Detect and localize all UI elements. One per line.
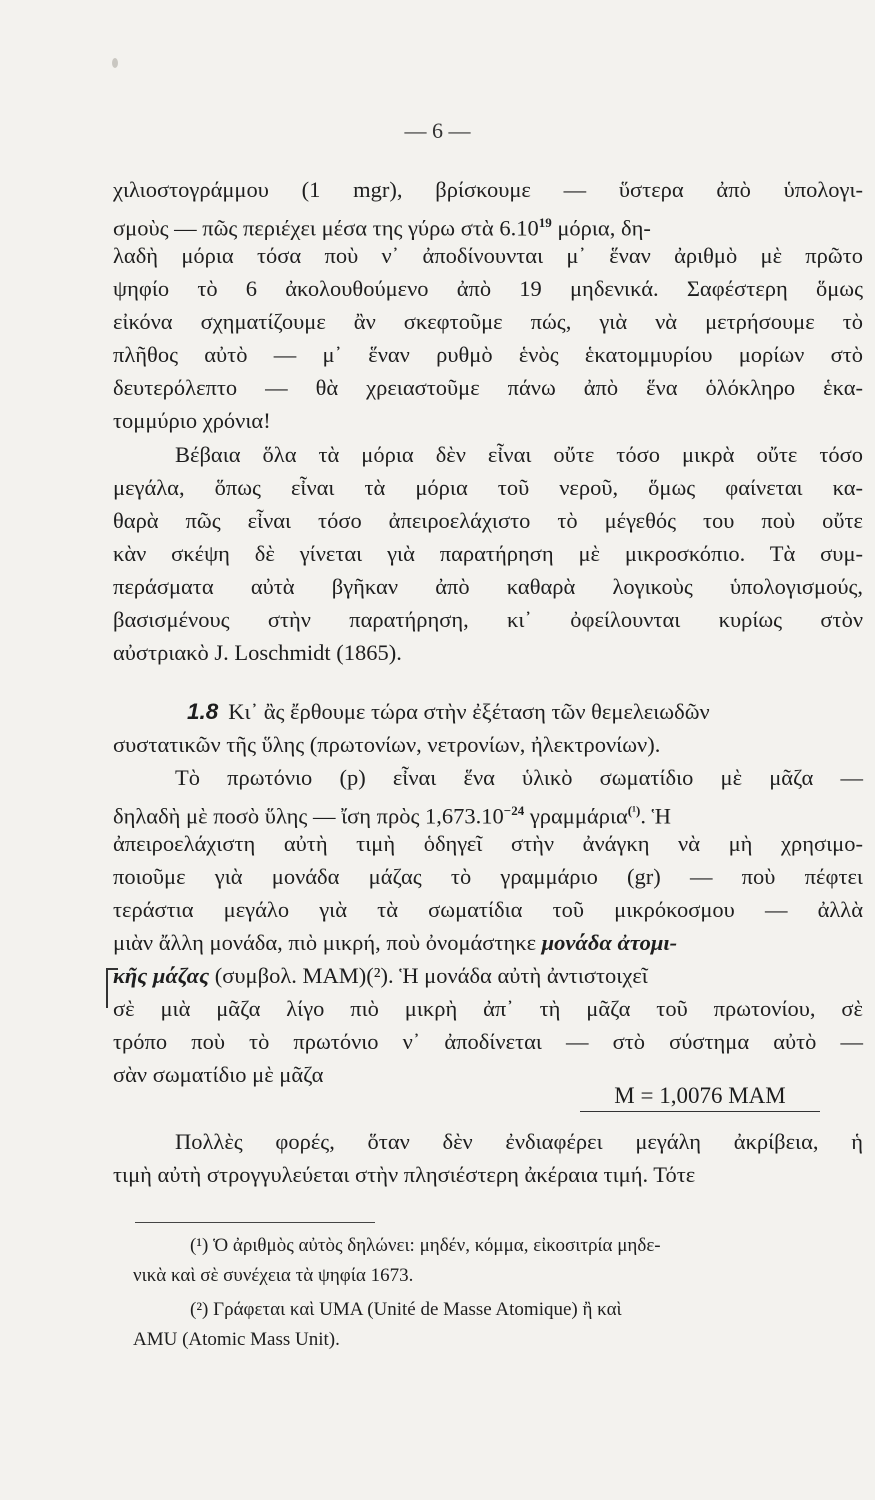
formula: M = 1,0076 ΜΑΜ — [580, 1083, 820, 1112]
text-line: ποιοῦμε γιὰ μονάδα μάζας τὸ γραμμάριο (gr) — ποὺ πέφτει — [113, 864, 863, 889]
text-line: μεγάλα, ὅπως εἶναι τὰ μόρια τοῦ νεροῦ, ὅμως φαίνεται κα- — [113, 475, 863, 500]
text-line: τρόπο ποὺ τὸ πρωτόνιο ν᾽ ἀποδίνεται — στὸ σύστημα αὐτὸ — — [113, 1029, 863, 1054]
smudge — [112, 58, 118, 68]
text-line: πλῆθος αὐτὸ — μ᾽ ἕναν ρυθμὸ ἑνὸς ἑκατομμυρίου μορίων στὸ — [113, 342, 863, 367]
bold-term: κῆς μάζας — [113, 963, 210, 988]
text-line: δευτερόλεπτο — θὰ χρειαστοῦμε πάνω ἀπὸ ἕνα ὁλόκληρο ἑκα- — [113, 375, 863, 400]
footnote-divider — [135, 1222, 375, 1223]
text-line: Βέβαια ὅλα τὰ μόρια δὲν εἶναι οὔτε τόσο μικρὰ οὔτε τόσο — [175, 442, 863, 467]
text-line: κὰν σκέψη δὲ γίνεται γιὰ παρατήρηση μὲ μικροσκόπιο. Τὰ συμ- — [113, 541, 863, 566]
bold-term: μονάδα ἀτομι- — [541, 930, 678, 955]
text-line: αὐστριακὸ J. Loschmidt (1865). — [113, 640, 402, 665]
footnote — [190, 1296, 863, 1324]
footnote-text: Ὁ ἀριθμὸς αὐτὸς δηλώνει: μηδέν, κόμμα, εἰκοσιτρία μηδε- — [213, 1235, 661, 1256]
text-line: σὲ μιὰ μᾶζα λίγο πιὸ μικρὴ ἀπ᾽ τὴ μᾶζα τοῦ πρωτονίου, σὲ — [113, 996, 863, 1021]
text-line: Πολλὲς φορές, ὅταν δὲν ἐνδιαφέρει μεγάλη ἀκρίβεια, ἡ — [175, 1129, 863, 1154]
text-line: εἰκόνα σχηματίζουμε ἂν σκεφτοῦμε πώς, γιὰ νὰ μετρήσουμε τὸ — [113, 309, 863, 334]
text-line-part: δηλαδὴ μὲ ποσὸ ὕλης — ἴση πρὸς 1,673.10 — [113, 803, 504, 829]
text-line: χιλιοστογράμμου (1 mgr), βρίσκουμε — ὕστερα ἀπὸ ὑπολογι- — [113, 177, 863, 202]
text-line: λαδὴ μόρια τόσα ποὺ ν᾽ ἀποδίνουνται μ᾽ ἕναν ἀριθμὸ μὲ πρῶτο — [113, 243, 863, 268]
page-number: — 6 — — [404, 118, 471, 143]
text-line — [113, 928, 863, 958]
text-line-part: μόρια, δη- — [557, 215, 651, 241]
text-line: Τὸ πρωτόνιο (p) εἶναι ἕνα ὑλικὸ σωματίδιο μὲ μᾶζα — — [175, 765, 863, 790]
text-line: τιμὴ αὐτὴ στρογγυλεύεται στὴν πλησιέστερη ἀκέραια τιμή. Τότε — [113, 1162, 696, 1187]
footnote — [190, 1232, 863, 1260]
footnote-cont: AMU (Atomic Mass Unit). — [133, 1329, 340, 1350]
footnote-mark: (¹) — [190, 1235, 209, 1256]
footnote-ref: (²) — [366, 963, 388, 988]
text-line: θαρὰ πῶς εἶναι τόσο ἀπειροελάχιστο τὸ μέγεθός του ποὺ οὔτε — [113, 508, 863, 533]
text-line-part: σμοὺς — πῶς περιέχει μέσα της γύρω στὰ 6.10 — [113, 215, 539, 241]
text-line-part: (συμβολ. ΜΑΜ) — [214, 963, 367, 988]
footnote-text: Γράφεται καὶ UMA (Unité de Masse Atomique) ἢ καὶ — [213, 1299, 622, 1320]
text-line-part: Κι᾽ ἂς ἔρθουμε τώρα στὴν ἐξέταση τῶν θεμελειωδῶν — [228, 699, 710, 724]
footnote-cont: νικὰ καὶ σὲ συνέχεια τὰ ψηφία 1673. — [133, 1265, 414, 1286]
footnote-ref: (¹) — [627, 803, 641, 818]
superscript: −24 — [503, 803, 525, 818]
text-line-part: . Ἡ μονάδα αὐτὴ ἀντιστοιχεῖ — [387, 963, 648, 988]
text-line: συστατικῶν τῆς ὕλης (πρωτονίων, νετρονίων, ἠλεκτρονίων). — [113, 732, 661, 757]
text-line: τομμύριο χρόνια! — [113, 408, 271, 433]
text-line-part: μιὰν ἄλλη μονάδα, πιὸ μικρή, ποὺ ὀνομάστηκε — [113, 930, 537, 955]
superscript: 19 — [538, 215, 552, 230]
text-line — [187, 697, 863, 727]
text-line — [113, 796, 863, 832]
text-line: τεράστια μεγάλο γιὰ τὰ σωματίδια τοῦ μικρόκοσμου — ἀλλὰ — [113, 897, 863, 922]
text-line-part: γραμμάρια — [529, 803, 628, 829]
text-line: ἀπειροελάχιστη αὐτὴ τιμὴ ὁδηγεῖ στὴν ἀνάγκη νὰ μὴ χρησιμο- — [113, 831, 863, 856]
section-number: 1.8 — [187, 699, 219, 724]
text-line: σὰν σωματίδιο μὲ μᾶζα — [113, 1062, 324, 1087]
text-line: ψηφίο τὸ 6 ἀκολουθούμενο ἀπὸ 19 μηδενικά. Σαφέστερη ὅμως — [113, 276, 863, 301]
text-line: περάσματα αὐτὰ βγῆκαν ἀπὸ καθαρὰ λογικοὺς ὑπολογισμούς, — [113, 574, 863, 599]
text-line — [113, 208, 863, 244]
footnote-mark: (²) — [190, 1299, 209, 1320]
text-line — [113, 961, 863, 991]
text-line: βασισμένους στὴν παρατήρηση, κι᾽ ὀφείλουνται κυρίως στὸν — [113, 607, 863, 632]
text-line-part: . Ἡ — [640, 803, 671, 829]
